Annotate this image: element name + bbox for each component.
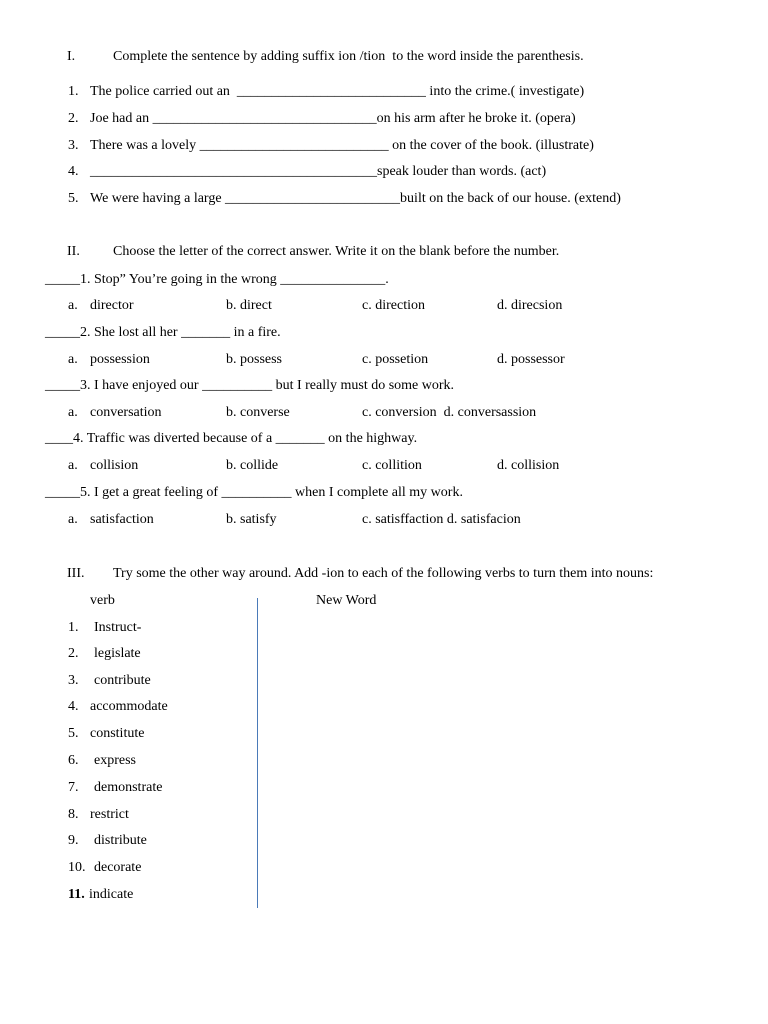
option-b: b. collide (226, 458, 279, 473)
option-d: d. collision (497, 458, 560, 473)
column-divider (257, 598, 258, 908)
question-stem: _____1. Stop” You’re going in the wrong _______________. (45, 272, 389, 287)
option-d: d. possessor (497, 352, 565, 367)
s1-item-text: _________________________________________speak louder than words. (act) (90, 164, 547, 179)
option-b: b. satisfy (226, 512, 277, 527)
verb-item-number: 5. (68, 726, 79, 741)
verb-item-word: restrict (90, 807, 129, 822)
verb-item-number: 2. (68, 646, 79, 661)
option-b: b. converse (226, 405, 290, 420)
verb-item-number: 4. (68, 699, 79, 714)
question-stem: _____2. She lost all her _______ in a fire. (45, 325, 281, 340)
option-a: possession (90, 352, 150, 367)
verb-item-word: express (94, 753, 136, 768)
verb-item-number: 3. (68, 673, 79, 688)
verb-item-number: 10. (68, 860, 86, 875)
section-2-instruction: Choose the letter of the correct answer. Write it on the blank before the number. (113, 244, 560, 259)
verb-item-number: 11. (68, 887, 85, 902)
s1-item-number: 3. (68, 138, 79, 153)
option-c-d: c. conversion d. conversassion (362, 405, 537, 420)
option-letter: a. (68, 298, 78, 313)
s1-item-text: There was a lovely ___________________________ on the cover of the book. (illustrate) (90, 138, 594, 153)
column-header-new-word: New Word (316, 593, 377, 608)
option-a: collision (90, 458, 139, 473)
question-stem: _____5. I get a great feeling of __________ when I complete all my work. (45, 485, 463, 500)
section-3-instruction: Try some the other way around. Add -ion to each of the following verbs to turn them into nouns: (113, 566, 654, 581)
column-header-verb: verb (90, 593, 115, 608)
option-c: c. possetion (362, 352, 429, 367)
option-c: c. direction (362, 298, 425, 313)
verb-item-word: decorate (94, 860, 142, 875)
verb-item-word: Instruct- (94, 620, 142, 635)
s1-item-text: We were having a large _________________________built on the back of our house. (extend) (90, 191, 621, 206)
option-a: director (90, 298, 134, 313)
section-1-instruction: Complete the sentence by adding suffix ion /tion to the word inside the parenthesis. (113, 49, 584, 64)
s1-item-number: 1. (68, 84, 79, 99)
verb-item-word: legislate (94, 646, 141, 661)
option-letter: a. (68, 405, 78, 420)
verb-item-number: 7. (68, 780, 79, 795)
s1-item-number: 5. (68, 191, 79, 206)
option-letter: a. (68, 352, 78, 367)
verb-item-word: demonstrate (94, 780, 163, 795)
option-a: satisfaction (90, 512, 154, 527)
verb-item-number: 1. (68, 620, 79, 635)
option-c: c. collition (362, 458, 422, 473)
option-letter: a. (68, 512, 78, 527)
verb-item-word: contribute (94, 673, 151, 688)
question-stem: ____4. Traffic was diverted because of a _______ on the highway. (45, 431, 418, 446)
verb-item-number: 8. (68, 807, 79, 822)
option-d: d. direcsion (497, 298, 563, 313)
s1-item-text: The police carried out an ___________________________ into the crime.( investigate) (90, 84, 585, 99)
option-a: conversation (90, 405, 162, 420)
verb-item-word: distribute (94, 833, 147, 848)
s1-item-number: 2. (68, 111, 79, 126)
question-stem: _____3. I have enjoyed our __________ but I really must do some work. (45, 378, 455, 393)
section-2-numeral: II. (67, 244, 80, 259)
section-1-numeral: I. (67, 49, 76, 64)
s1-item-number: 4. (68, 164, 79, 179)
verb-item-word: indicate (89, 887, 134, 902)
option-c-d: c. satisffaction d. satisfacion (362, 512, 521, 527)
verb-item-number: 9. (68, 833, 79, 848)
verb-item-word: constitute (90, 726, 145, 741)
verb-item-word: accommodate (90, 699, 168, 714)
option-b: b. direct (226, 298, 272, 313)
option-letter: a. (68, 458, 78, 473)
option-b: b. possess (226, 352, 283, 367)
verb-item-number: 6. (68, 753, 79, 768)
section-3-numeral: III. (67, 566, 85, 581)
s1-item-text: Joe had an ________________________________on his arm after he broke it. (opera) (90, 111, 576, 126)
